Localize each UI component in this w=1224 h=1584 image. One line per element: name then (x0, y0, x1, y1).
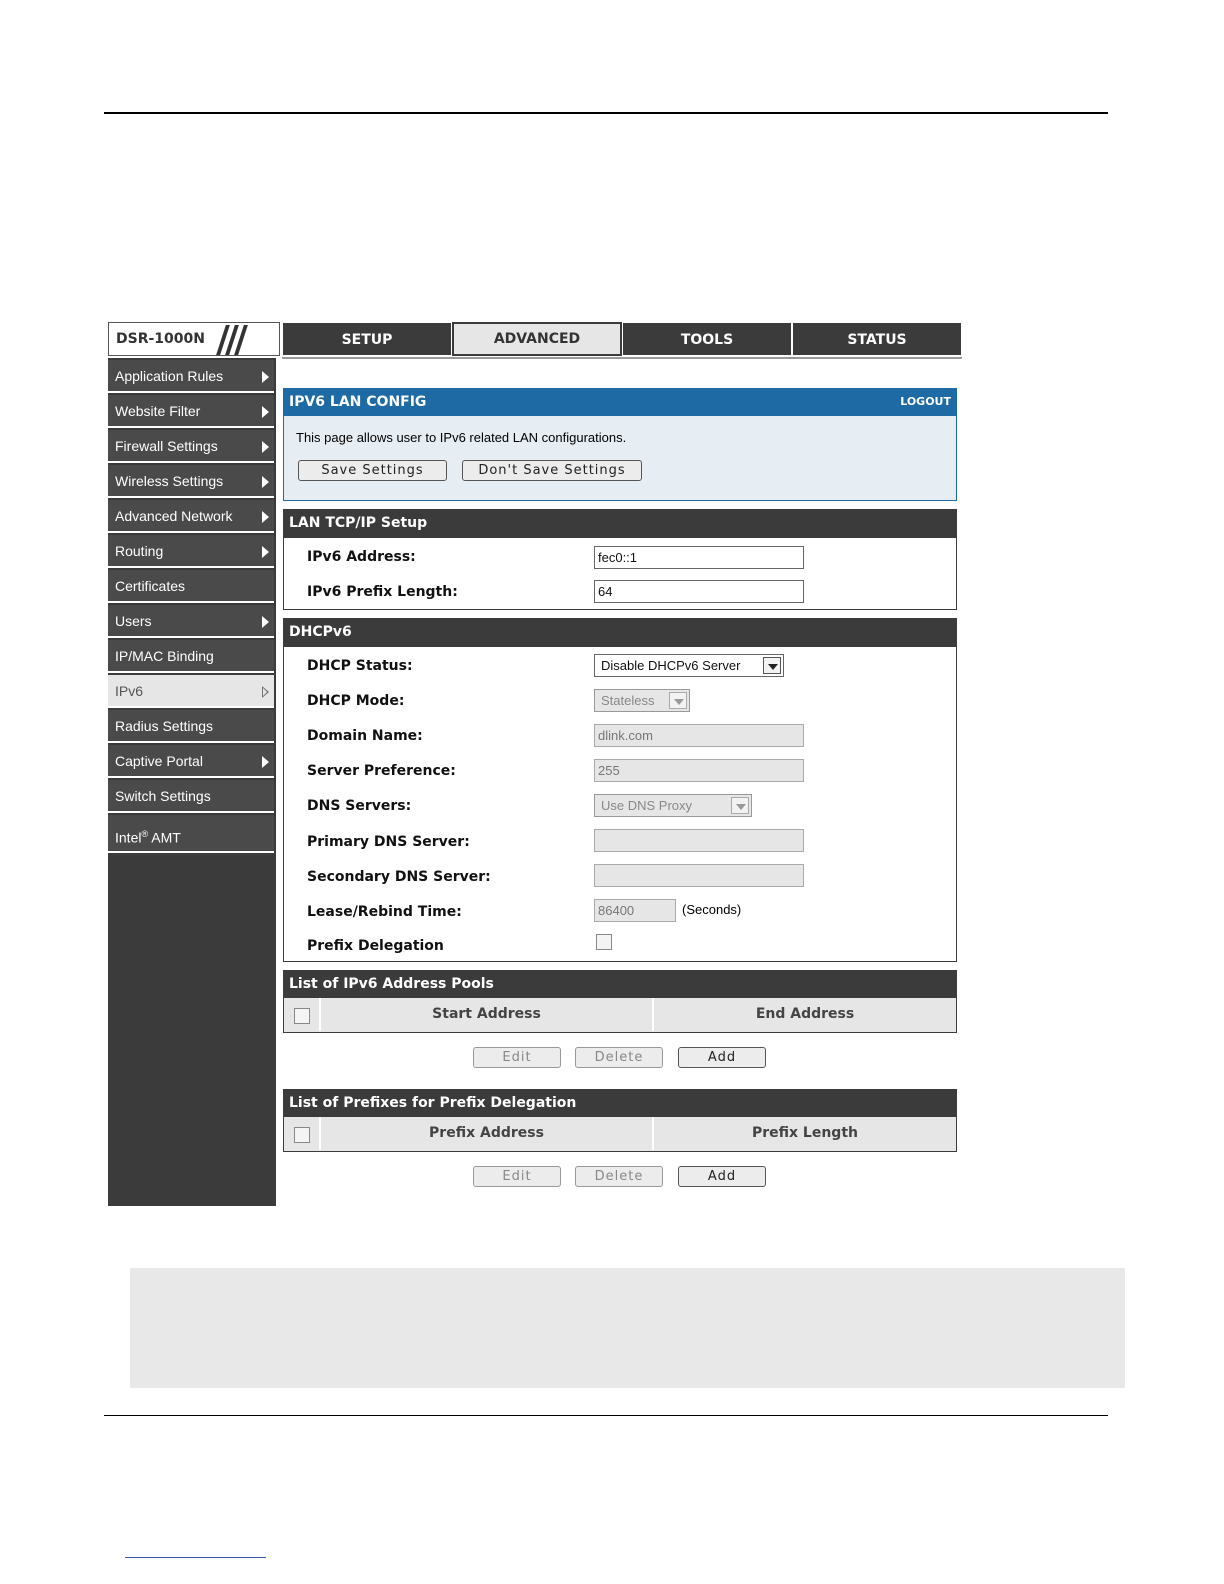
prefix-length-column: Prefix Length (652, 1117, 956, 1150)
dhcp-mode-select[interactable] (594, 689, 690, 712)
sidebar-item-certificates[interactable] (108, 570, 274, 603)
chevron-right-icon (262, 756, 269, 768)
dhcpv6-panel (283, 646, 957, 962)
add-pool-button[interactable]: Add (678, 1047, 766, 1068)
sidebar-item-ipv6[interactable] (108, 675, 274, 708)
secondary-dns-input[interactable] (594, 864, 804, 887)
router-admin-screenshot (108, 322, 962, 1206)
domain-name-label: Domain Name: (307, 728, 423, 744)
chevron-right-icon (262, 511, 269, 523)
sidebar-item-application-rules[interactable] (108, 360, 274, 393)
lease-rebind-unit: (Seconds) (682, 902, 742, 917)
sidebar-item-label: Captive Portal (115, 753, 203, 769)
prefix-list-table-header (283, 1117, 957, 1152)
sidebar-item-captive-portal[interactable] (108, 745, 274, 778)
ipv6-address-label: IPv6 Address: (307, 549, 416, 565)
domain-name-input[interactable]: dlink.com (594, 724, 804, 747)
sidebar-item-label: Advanced Network (115, 508, 233, 524)
sidebar-item-firewall-settings[interactable] (108, 430, 274, 463)
sidebar-item-label: Certificates (115, 578, 186, 594)
sidebar-item-routing[interactable] (108, 535, 274, 568)
ipv6-prefix-length-label: IPv6 Prefix Length: (307, 584, 458, 600)
tab-setup[interactable]: SETUP (282, 322, 452, 356)
prefix-delegation-label: Prefix Delegation (307, 938, 444, 954)
server-preference-label: Server Preference: (307, 763, 456, 779)
dns-servers-value: Use DNS Proxy (601, 798, 693, 813)
tab-advanced[interactable]: ADVANCED (452, 322, 622, 356)
sidebar-item-label: Radius Settings (115, 718, 214, 734)
sidebar-item-radius-settings[interactable] (108, 710, 274, 743)
logout-link[interactable]: LOGOUT (900, 395, 951, 408)
chevron-down-icon (763, 657, 781, 674)
start-address-column: Start Address (319, 998, 652, 1031)
intro-box (283, 416, 957, 501)
page-title (283, 388, 957, 416)
lan-setup-panel (283, 537, 957, 610)
tab-status[interactable]: STATUS (792, 322, 962, 356)
sidebar-item-label: Routing (115, 543, 164, 559)
topbar-divider (282, 357, 962, 359)
save-settings-button[interactable]: Save Settings (298, 460, 447, 481)
sidebar-item-label: Application Rules (115, 368, 224, 384)
sidebar-item-website-filter[interactable] (108, 395, 274, 428)
chevron-right-icon (262, 441, 269, 453)
delete-prefix-button[interactable]: Delete (575, 1166, 663, 1187)
sidebar-item-switch-settings[interactable] (108, 780, 274, 813)
chevron-down-icon (669, 692, 687, 709)
lease-rebind-input[interactable]: 86400 (594, 899, 676, 922)
server-preference-input[interactable]: 255 (594, 759, 804, 782)
edit-prefix-button[interactable]: Edit (473, 1166, 561, 1187)
dhcpv6-header: DHCPv6 (283, 618, 957, 646)
chevron-right-icon (262, 406, 269, 418)
dhcp-status-value: Disable DHCPv6 Server (601, 658, 741, 673)
sidebar-item-label: IP/MAC Binding (115, 648, 214, 664)
ipv6-address-input[interactable]: fec0::1 (594, 546, 804, 569)
dont-save-settings-button[interactable]: Don't Save Settings (462, 460, 642, 481)
dns-servers-select[interactable] (594, 794, 752, 817)
sidebar-item-label: IPv6 (115, 683, 144, 699)
edit-pool-button[interactable]: Edit (473, 1047, 561, 1068)
registered-mark: ® (141, 829, 149, 839)
end-address-column: End Address (652, 998, 956, 1031)
sidebar-item-ip-mac-binding[interactable] (108, 640, 274, 673)
page-title-text: IPV6 LAN CONFIG (289, 394, 427, 410)
document-top-rule (104, 112, 1108, 114)
intro-text: This page allows user to IPv6 related LAN configurations. (296, 430, 627, 445)
dhcp-status-select[interactable] (594, 654, 784, 677)
sidebar-item-label: Switch Settings (115, 788, 211, 804)
sidebar-item-intel-amt[interactable] (108, 815, 274, 853)
primary-dns-input[interactable] (594, 829, 804, 852)
footer-link-underline (125, 1557, 266, 1558)
chevron-right-icon (262, 616, 269, 628)
dhcp-mode-label: DHCP Mode: (307, 693, 405, 709)
address-pools-header: List of IPv6 Address Pools (283, 970, 957, 998)
note-box (130, 1268, 1125, 1388)
dns-servers-label: DNS Servers: (307, 798, 412, 814)
address-pools-table-header (283, 998, 957, 1033)
lease-rebind-label: Lease/Rebind Time: (307, 904, 462, 920)
sidebar-item-label: Users (115, 613, 152, 629)
chevron-right-icon (262, 686, 269, 698)
lan-setup-header: LAN TCP/IP Setup (283, 509, 957, 537)
sidebar-item-advanced-network[interactable] (108, 500, 274, 533)
sidebar-item-label-suffix: AMT (148, 829, 181, 846)
sidebar-item-wireless-settings[interactable] (108, 465, 274, 498)
select-all-pools-checkbox[interactable] (294, 1008, 310, 1024)
dhcp-status-label: DHCP Status: (307, 658, 413, 674)
chevron-right-icon (262, 476, 269, 488)
ipv6-prefix-length-input[interactable]: 64 (594, 580, 804, 603)
sidebar-item-label: Intel (115, 829, 142, 846)
document-bottom-rule (104, 1415, 1108, 1416)
prefix-address-column: Prefix Address (319, 1117, 652, 1150)
add-prefix-button[interactable]: Add (678, 1166, 766, 1187)
sidebar-item-label: Wireless Settings (115, 473, 224, 489)
secondary-dns-label: Secondary DNS Server: (307, 869, 491, 885)
sidebar-item-label: Firewall Settings (115, 438, 218, 454)
chevron-down-icon (731, 797, 749, 814)
product-logo (108, 322, 280, 356)
select-all-prefixes-checkbox[interactable] (294, 1127, 310, 1143)
chevron-right-icon (262, 371, 269, 383)
delete-pool-button[interactable]: Delete (575, 1047, 663, 1068)
chevron-right-icon (262, 546, 269, 558)
model-name: DSR-1000N (116, 331, 205, 347)
dhcp-mode-value: Stateless (601, 693, 655, 708)
sidebar (108, 358, 276, 1206)
primary-dns-label: Primary DNS Server: (307, 834, 470, 850)
tab-tools[interactable]: TOOLS (622, 322, 792, 356)
sidebar-item-label: Website Filter (115, 403, 201, 419)
sidebar-item-users[interactable] (108, 605, 274, 638)
prefix-list-header: List of Prefixes for Prefix Delegation (283, 1089, 957, 1117)
prefix-delegation-checkbox[interactable] (596, 934, 612, 950)
